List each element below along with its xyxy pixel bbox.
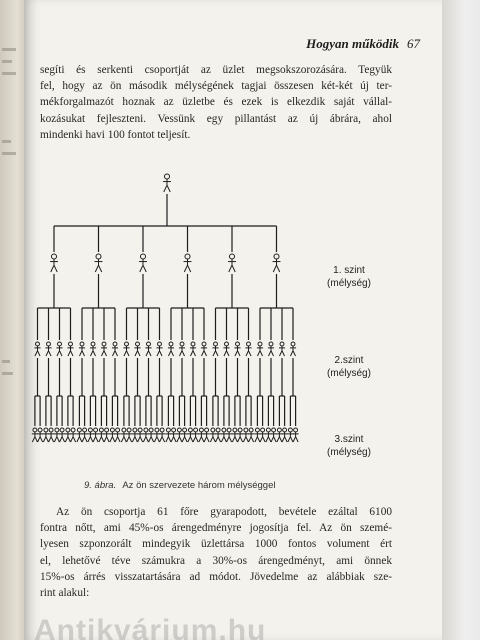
level-3-person-icon	[204, 428, 210, 442]
level-2-person-icon	[145, 342, 151, 356]
level-3-person-icon	[54, 428, 60, 442]
level-2-person-icon	[245, 342, 251, 356]
text-line: lyesen szponzorált mindegyik üzlettársa 1000 fontos volument ért	[40, 538, 392, 551]
text-line: mindenki havi 100 fontot teljesít.	[40, 128, 191, 141]
running-header	[270, 36, 420, 54]
level-3-person-icon	[276, 428, 282, 442]
level-3-person-icon	[254, 428, 260, 442]
text-line: kozásukat fejleszteni. Vessünk egy pillantást az új ábrára, ahol	[40, 112, 392, 125]
level-3-person-icon	[237, 428, 243, 442]
level-2-person-icon	[112, 342, 118, 356]
level-3-person-icon	[260, 428, 266, 442]
level-2-person-icon	[279, 342, 285, 356]
level-3-person-icon	[154, 428, 160, 442]
level-3-person-icon	[32, 428, 38, 442]
level-2-person-icon	[268, 342, 274, 356]
text-line: 15%-os árrés visszatartására ad módot. Jövedelme az alábbiak sze-	[40, 570, 392, 583]
level-3-person-icon	[70, 428, 76, 442]
chapter-title: Hogyan működik	[306, 36, 399, 51]
level-2-label-line: 2.szint	[334, 355, 364, 366]
level-3-person-icon	[198, 428, 204, 442]
text-line: el, lehetővé téve számukra a 30%-os árengedményt, ami önnek	[40, 554, 392, 567]
level-3-person-icon	[87, 428, 93, 442]
level-1-person-icon	[184, 254, 192, 272]
level-2-person-icon	[201, 342, 207, 356]
level-2-person-icon	[179, 342, 185, 356]
previous-page-edge	[0, 0, 24, 640]
level-1-person-icon	[139, 254, 147, 272]
text-line: rint alakul:	[40, 587, 90, 600]
level-3-person-icon	[148, 428, 154, 442]
level-3-person-icon	[65, 428, 71, 442]
level-3-person-icon	[104, 428, 110, 442]
level-3-label	[314, 433, 384, 459]
level-1-person-icon	[95, 254, 103, 272]
level-3-person-icon	[82, 428, 88, 442]
level-2-person-icon	[34, 342, 40, 356]
book-page	[24, 0, 442, 640]
level-2-person-icon	[45, 342, 51, 356]
paragraph-result	[40, 504, 392, 601]
text-line: mékforgalmazót hoznak az üzletbe és ezek is elkezdik saját vállal-	[40, 96, 392, 109]
level-2-person-icon	[90, 342, 96, 356]
level-2-person-icon	[234, 342, 240, 356]
level-1-label-line: (mélység)	[327, 278, 371, 289]
level-3-person-icon	[59, 428, 65, 442]
level-2-person-icon	[101, 342, 107, 356]
level-3-person-icon	[232, 428, 238, 442]
level-2-person-icon	[79, 342, 85, 356]
level-3-person-icon	[137, 428, 143, 442]
level-1-label	[314, 264, 384, 290]
level-3-person-icon	[176, 428, 182, 442]
level-2-person-icon	[212, 342, 218, 356]
level-3-person-icon	[265, 428, 271, 442]
level-3-person-icon	[271, 428, 277, 442]
level-1-person-icon	[228, 254, 236, 272]
level-3-person-icon	[243, 428, 249, 442]
level-3-person-icon	[132, 428, 138, 442]
figure-number: 9. ábra.	[84, 480, 117, 491]
level-1-person-icon	[50, 254, 58, 272]
level-3-person-icon	[37, 428, 43, 442]
paragraph-intro	[40, 62, 392, 143]
level-3-person-icon	[126, 428, 132, 442]
level-3-person-icon	[43, 428, 49, 442]
level-3-person-icon	[221, 428, 227, 442]
level-3-person-icon	[293, 428, 299, 442]
organization-figure	[24, 168, 442, 468]
text-line: Az ön csoportja 61 főre gyarapodott, bevétele ezáltal 6100	[56, 506, 392, 518]
text-line: fel, hogy az ön második mélységének tagjai összesen két-két új ter-	[40, 80, 392, 93]
level-2-person-icon	[134, 342, 140, 356]
text-line: segíti és serkenti csoportját az üzlet megsokszorozására. Tegyük	[40, 64, 392, 76]
level-3-person-icon	[248, 428, 254, 442]
level-3-person-icon	[98, 428, 104, 442]
level-2-person-icon	[168, 342, 174, 356]
level-2-person-icon	[123, 342, 129, 356]
level-1-person-icon	[273, 254, 281, 272]
figure-caption-text: Az ön szervezete három mélységgel	[122, 480, 276, 491]
level-2-person-icon	[257, 342, 263, 356]
level-3-person-icon	[159, 428, 165, 442]
level-3-person-icon	[287, 428, 293, 442]
level-2-label	[314, 354, 384, 380]
level-3-person-icon	[165, 428, 171, 442]
level-2-person-icon	[290, 342, 296, 356]
level-3-person-icon	[121, 428, 127, 442]
level-2-person-icon	[67, 342, 73, 356]
figure-caption	[84, 480, 344, 491]
level-3-person-icon	[93, 428, 99, 442]
level-1-label-line: 1. szint	[333, 265, 365, 276]
level-2-person-icon	[156, 342, 162, 356]
level-3-person-icon	[143, 428, 149, 442]
level-3-person-icon	[182, 428, 188, 442]
level-2-label-line: (mélység)	[327, 368, 371, 379]
level-3-person-icon	[171, 428, 177, 442]
level-3-person-icon	[187, 428, 193, 442]
level-3-person-icon	[282, 428, 288, 442]
level-3-person-icon	[48, 428, 54, 442]
book-right-margin	[442, 0, 480, 640]
organization-tree-diagram	[24, 168, 442, 468]
level-3-label-line: 3.szint	[334, 434, 364, 445]
text-line: fontra nőtt, ami 45%-os árengedményre jogosítja fel. Az ön szemé-	[40, 522, 392, 535]
level-3-person-icon	[115, 428, 121, 442]
level-3-label-line: (mélység)	[327, 447, 371, 458]
level-3-person-icon	[193, 428, 199, 442]
level-3-person-icon	[210, 428, 216, 442]
level-3-person-icon	[109, 428, 115, 442]
level-3-person-icon	[215, 428, 221, 442]
watermark-text: Antikvárium.hu	[34, 614, 267, 640]
level-3-person-icon	[226, 428, 232, 442]
level-2-person-icon	[190, 342, 196, 356]
level-2-person-icon	[56, 342, 62, 356]
page-number: 67	[407, 36, 420, 51]
level-3-person-icon	[76, 428, 82, 442]
level-2-person-icon	[223, 342, 229, 356]
root-person-icon	[163, 174, 171, 192]
